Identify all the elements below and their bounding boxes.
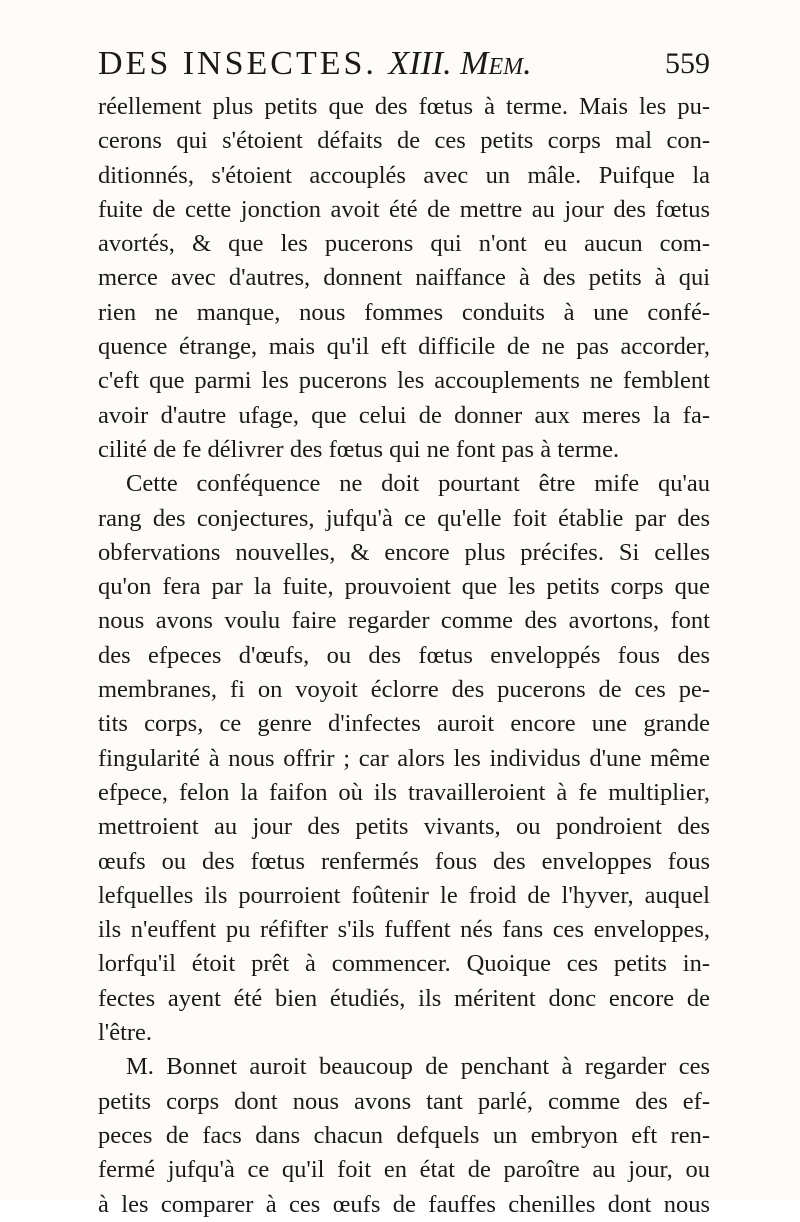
text-line: réellement plus petits que des fœtus à terme. Mais les pu- — [98, 93, 710, 120]
text-line: lefquelles ils pourroient foûtenir le froid de l'hyver, auquel — [98, 881, 710, 909]
text-line: fectes ayent été bien étudiés, ils méritent donc encore de — [98, 984, 710, 1012]
paragraph-first-line: Cette conféquence ne doit pourtant être mife qu'au — [126, 470, 710, 498]
running-title — [98, 42, 532, 86]
text-line: fingularité à nous offrir ; car alors les individus d'une même — [98, 744, 710, 772]
text-line: quence étrange, mais qu'il eft difficile de ne pas accorder, — [98, 333, 710, 361]
text-line: avoir d'autre ufage, que celui de donner aux meres la fa- — [98, 401, 710, 429]
text-line: fuite de cette jonction avoit été de mettre au jour des fœtus — [98, 195, 710, 223]
memoir-number: XIII. Mem. — [388, 45, 532, 82]
text-line: qu'on fera par la fuite, prouvoient que les petits corps que — [98, 573, 710, 601]
text-line: peces de facs dans chacun defquels un embryon eft ren- — [98, 1121, 710, 1149]
text-line: l'être. — [98, 1019, 153, 1047]
page-header — [98, 42, 710, 86]
text-line: lorfqu'il étoit prêt à commencer. Quoique ces petits in- — [98, 950, 710, 978]
text-line: rien ne manque, nous fommes conduits à une confé- — [98, 298, 710, 326]
text-line: membranes, fi on voyoit éclorre des pucerons de ces pe- — [98, 676, 710, 704]
text-line: tits corps, ce genre d'infectes auroit encore une grande — [98, 710, 710, 738]
text-line: nous avons voulu faire regarder comme des avortons, font — [98, 607, 710, 635]
paragraph-first-line: M. Bonnet auroit beaucoup de penchant à regarder ces — [126, 1053, 710, 1081]
text-line: c'eft que parmi les pucerons les accouplements ne femblent — [98, 367, 710, 395]
text-line: obfervations nouvelles, & encore plus précifes. Si celles — [98, 538, 710, 566]
text-line: petits corps dont nous avons tant parlé, comme des ef- — [98, 1087, 710, 1115]
text-line: cerons qui s'étoient défaits de ces petits corps mal con- — [98, 127, 710, 155]
text-line: cilité de fe délivrer des fœtus qui ne font pas à terme. — [98, 435, 620, 463]
text-line: rang des conjectures, jufqu'à ce qu'elle foit établie par des — [98, 504, 710, 532]
text-line: œufs ou des fœtus renfermés fous des enveloppes fous — [98, 847, 710, 875]
text-line: ils n'euffent pu réfifter s'ils fuffent nés fans ces enveloppes, — [98, 916, 710, 944]
text-line: merce avec d'autres, donnent naiffance à des petits à qui — [98, 264, 710, 292]
text-line: mettroient au jour des petits vivants, ou pondroient des — [98, 813, 710, 841]
text-line: avortés, & que les pucerons qui n'ont eu aucun com- — [98, 230, 710, 258]
running-title-text: DES INSECTES. — [98, 45, 377, 82]
text-line: ditionnés, s'étoient accouplés avec un mâle. Puifque la — [98, 161, 710, 189]
text-line: efpece, felon la faifon où ils travailleroient à fe multiplier, — [98, 778, 710, 806]
body-text — [98, 90, 710, 1222]
text-line: à les comparer à ces œufs de fauffes chenilles dont nous — [98, 1190, 710, 1218]
page-number: 559 — [665, 47, 710, 80]
text-line: des efpeces d'œufs, ou des fœtus enveloppés fous des — [98, 641, 710, 669]
text-line: fermé jufqu'à ce qu'il foit en état de paroître au jour, ou — [98, 1156, 710, 1184]
